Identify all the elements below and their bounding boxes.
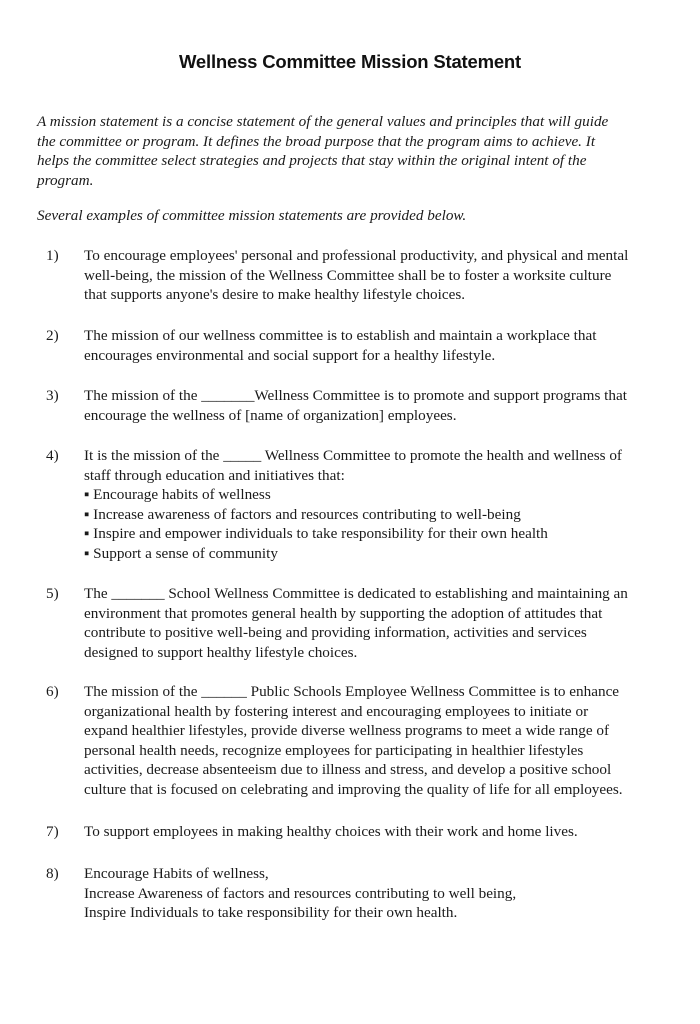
item-line: environment that promotes general health by supporting the adoption of attitudes that [84, 604, 603, 622]
item-line: The mission of the ______ Public Schools Employee Wellness Committee is to enhance [84, 683, 620, 700]
item-line: activities, decrease absenteeism due to illness and stress, and develop a positive school [84, 761, 612, 778]
item-line: To support employees in making healthy choices with their work and home lives. [84, 823, 578, 840]
item-number: 5) [46, 585, 59, 602]
item-line: culture that is focused on celebrating and improving the quality of life for all employees. [84, 780, 623, 798]
item-number: 8) [46, 865, 59, 882]
item-line: staff through education and initiatives that: [84, 466, 345, 484]
item-line: personal health needs, recognize employees for participating in healthier lifestyles [84, 741, 584, 759]
bullet-item: ▪ Encourage habits of wellness [84, 486, 271, 503]
item-number: 2) [46, 327, 59, 344]
intro-paragraph [37, 112, 677, 190]
intro-line: the committee or program. It defines the broad purpose that the program aims to achieve. It [37, 132, 596, 150]
item-line: It is the mission of the _____ Wellness Committee to promote the health and wellness of [84, 447, 622, 464]
intro-line: program. [37, 171, 94, 189]
item-line: Encourage Habits of wellness, [84, 865, 269, 882]
item-line: Increase Awareness of factors and resources contributing to well being, [84, 884, 517, 902]
intro-line: A mission statement is a concise statement of the general values and principles that will guide [37, 113, 609, 130]
item-line: encourages environmental and social support for a healthy lifestyle. [84, 346, 496, 364]
item-body [84, 386, 664, 425]
item-number: 1) [46, 247, 59, 264]
item-line: designed to support healthy lifestyle choices. [84, 643, 358, 661]
examples-note [37, 206, 677, 226]
item-body [84, 326, 664, 365]
page-title: Wellness Committee Mission Statement [179, 51, 521, 72]
item-line: that supports anyone's desire to make healthy lifestyle choices. [84, 286, 466, 303]
item-line: expand healthier lifestyles, provide diverse wellness programs to meet a wide range of [84, 722, 610, 739]
item-number: 3) [46, 387, 59, 404]
item-number: 4) [46, 447, 59, 464]
item-body [84, 446, 664, 563]
item-line: The mission of our wellness committee is to establish and maintain a workplace that [84, 327, 597, 344]
item-line: To encourage employees' personal and professional productivity, and physical and mental [84, 247, 629, 264]
item-body [84, 864, 664, 923]
bullet-item: ▪ Inspire and empower individuals to take responsibility for their own health [84, 525, 548, 542]
bullet-item: ▪ Support a sense of community [84, 544, 278, 562]
item-body [84, 246, 664, 305]
item-body [84, 682, 664, 799]
item-line: contribute to positive well-being and providing information, activities and services [84, 624, 587, 641]
item-body [84, 584, 664, 662]
bullet-item: ▪ Increase awareness of factors and resources contributing to well-being [84, 505, 521, 523]
item-body [84, 822, 664, 842]
item-line: The mission of the _______Wellness Committee is to promote and support programs that [84, 387, 627, 404]
item-line: well-being, the mission of the Wellness Committee shall be to foster a worksite culture [84, 266, 612, 284]
item-line: organizational health by fostering interest and encouraging employees to initiate or [84, 702, 589, 720]
item-line: Inspire Individuals to take responsibility for their own health. [84, 904, 458, 921]
item-number: 6) [46, 683, 59, 700]
item-line: encourage the wellness of [name of organization] employees. [84, 406, 457, 424]
intro-line: helps the committee select strategies and projects that stay within the original intent of the [37, 152, 587, 169]
item-line: The _______ School Wellness Committee is dedicated to establishing and maintaining an [84, 585, 628, 602]
examples-note-text: Several examples of committee mission statements are provided below. [37, 207, 467, 224]
item-number: 7) [46, 823, 59, 840]
